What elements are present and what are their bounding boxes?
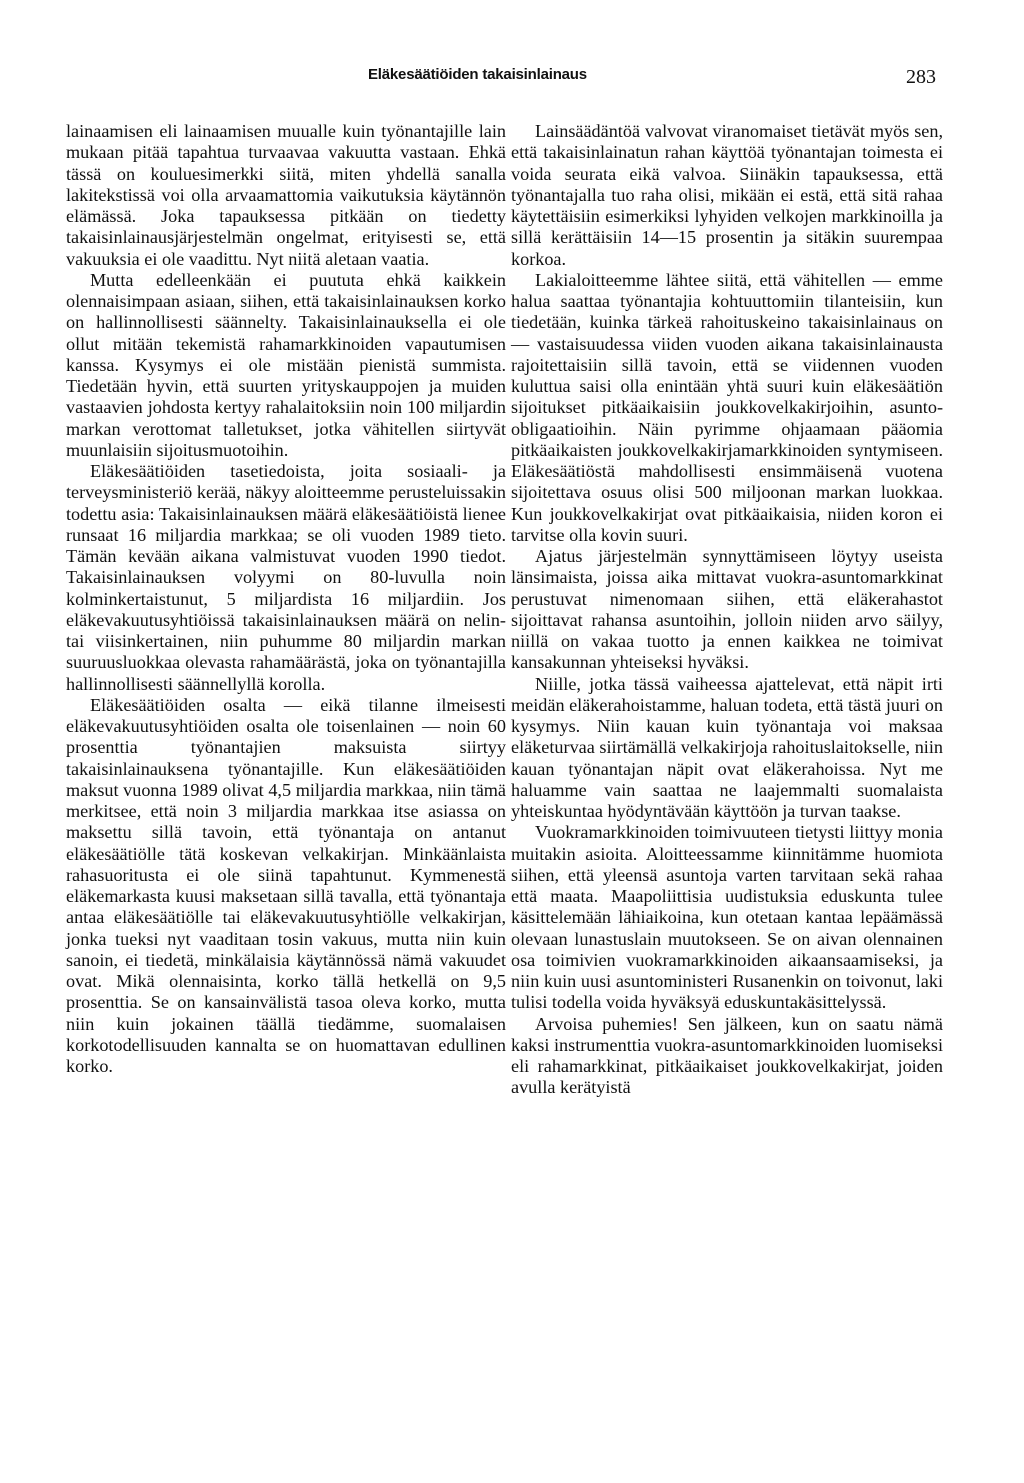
page-number: 283 [906,66,936,88]
paragraph: Eläkesäätiöiden osalta — eikä tilanne ilmeisesti eläkevakuutusyhtiöiden osalta ole toisenlainen — noin 60 prosenttia työnantajien maksuista siirtyy takaisinlainauksena työnantajille. Kun eläkesäätiöiden maksut vuonna 1989 olivat 4,5 miljardia markkaa, niin tämä merkitsee, että noin 3 miljardia markkaa itse asiassa on maksettu sillä tavoin, että työnantaja on antanut eläkesäätiölle tätä koskevan velkakirjan. Minkäänlaista rahasuoritusta ei ole siinä tapahtunut. Kymmenestä eläkemarkasta kuusi maksetaan sillä tavalla, että työnantaja antaa eläkesäätiölle tai eläkevakuutusyhtiölle velkakirjan, jonka tueksi nyt vaaditaan tosin vakuus, mutta niin kuin sanoin, ei tiedetä, minkälaisia käytännössä nämä vakuudet ovat. Mikä olennaisinta, korko tällä hetkellä on 9,5 prosenttia. Se on kansainvälistä tasoa oleva korko, mutta niin kuin jokainen täällä tiedämme, suomalaisen korkotodellisuuden kannalta se on huomattavan edullinen korko. [66,694,506,1076]
paragraph: Lainsäädäntöä valvovat viranomaiset tietävät myös sen, että takaisinlainatun rahan käyttöä työnantajan toimesta ei voida seurata eikä valvoa. Siinäkin tapauksessa, että työnantajalla tuo raha olisi, mikään ei estä, että sitä rahaa käytettäisiin esimerkiksi lyhyiden velkojen markkinoilla ja sillä kerättäisiin 14—15 prosentin ja sitäkin suurempaa korkoa. [511,121,943,269]
paragraph: Niille, jotka tässä vaiheessa ajattelevat, että näpit irti meidän eläkerahoistamme, haluan todeta, että tästä juuri on kysymys. Niin kauan kuin työnantaja voi maksaa eläketurvaa siirtämällä velkakirjoja rahoituslaitokselle, niin kauan työnantajan näpit ovat eläkerahoissa. Nyt me haluamme vain saattaa ne laajemmalti suomalaista yhteiskuntaa hyödyntävään käyttöön ja turvan taakse. [511,673,943,821]
paragraph: Ajatus järjestelmän synnyttämiseen löytyy useista länsimaista, joissa aika mittavat vuokra-asuntomarkkinat perustuvat nimenomaan siihen, että eläkerahastot sijoittavat rahansa asuntoihin, jolloin niiden arvo säilyy, niillä on vakaa tuotto ja ennen kaikkea ne toimivat kansakunnan yhteiseksi hyväksi. [511,546,943,673]
running-title: Eläkesäätiöiden takaisinlainaus [368,66,587,83]
paragraph: Lakialoitteemme lähtee siitä, että vähitellen — emme halua saattaa työnantajia kohtuuttomiin tilanteisiin, kun tiedetään, kuinka tärkeä rahoituskeino takaisinlainaus on — vastaisuudessa viiden vuoden aikana takaisinlainausta rajoitettaisiin sillä tavoin, että se viidennen vuoden kuluttua saisi olla enintään yhtä suuri kuin eläkesäätiön sijoitukset pitkäaikaisiin joukkovelkakirjoihin, asunto-obligaatioihin. Näin pyrimme ohjaamaan pääomia pitkäaikaisten joukkovelkakirjamarkkinoiden syntymiseen. Eläkesäätiöstä mahdollisesti ensimmäisenä vuotena sijoitettava osuus olisi 500 miljoonan markan luokkaa. Kun joukkovelkakirjat ovat pitkäaikaisia, niiden koron ei tarvitse olla kovin suuri. [511,269,943,545]
page-header [0,66,1024,98]
paragraph: Mutta edelleenkään ei puututa ehkä kaikkein olennaisimpaan asiaan, siihen, että takaisinlainauksen korko on hallinnollisesti säännelty. Takaisinlainauksella ei ole ollut mitään tekemistä rahamarkkinoiden vapautumisen kanssa. Kysymys ei ole mistään pienistä summista. Tiedetään hyvin, että suurten yrityskauppojen ja muiden vastaavien johdosta kertyy rahalaitoksiin noin 100 miljardin markan verottomat talletukset, jotka vähitellen siirtyvät muunlaisiin sijoitusmuotoihin. [66,269,506,460]
paragraph: Arvoisa puhemies! Sen jälkeen, kun on saatu nämä kaksi instrumenttia vuokra-asuntomarkkinoiden luomiseksi eli rahamarkkinat, pitkäaikaiset joukkovelkakirjat, joiden avulla kerätyistä [511,1013,943,1098]
paragraph: Vuokramarkkinoiden toimivuuteen tietysti liittyy monia muitakin asioita. Aloitteessamme kiinnitämme huomiota siihen, että yleensä asuntoja varten tarvitaan sekä rahaa että maata. Maapoliittisia uudistuksia eduskunta tulee käsittelemään lähiaikoina, kun otetaan kantaa lepäämässä olevaan lunastuslain muutokseen. Se on aivan olennainen osa toimivien vuokramarkkinoiden aikaansaamiseksi, ja niin kuin uusi asuntoministeri Rusanenkin on toivonut, laki tulisi todella voida hyväksyä eduskuntakäsittelyssä. [511,822,943,1013]
left-column [66,121,506,1077]
right-column [511,121,943,1099]
paragraph: Eläkesäätiöiden tasetiedoista, joita sosiaali- ja terveysministeriö kerää, näkyy aloitteemme perusteluissakin todettu asia: Takaisinlainauksen määrä eläkesäätiöistä lienee runsaat 16 miljardia markkaa; se oli vuoden 1989 tieto. Tämän kevään aikana valmistuvat vuoden 1990 tiedot. Takaisinlainauksen volyymi on 80-luvulla noin kolminkertaistunut, 5 miljardista 16 miljardiin. Jos eläkevakuutusyhtiöissä takaisinlainauksen määrä on nelin- tai viisinkertainen, niin puhumme 80 miljardin markan suuruusluokkaa olevasta rahamäärästä, joka on työnantajilla hallinnollisesti säännellyllä korolla. [66,461,506,694]
paragraph: lainaamisen eli lainaamisen muualle kuin työnantajille lain mukaan pitää tapahtua turvaavaa vakuutta vastaan. Ehkä tässä on kouluesimerkki siitä, miten yhdellä sanalla lakitekstissä voi olla arvaamattomia vaikutuksia käytännön elämässä. Joka tapauksessa pitkään on tiedetty takaisinlainausjärjestelmän ongelmat, erityisesti se, että vakuuksia ei ole vaadittu. Nyt niitä aletaan vaatia. [66,121,506,269]
